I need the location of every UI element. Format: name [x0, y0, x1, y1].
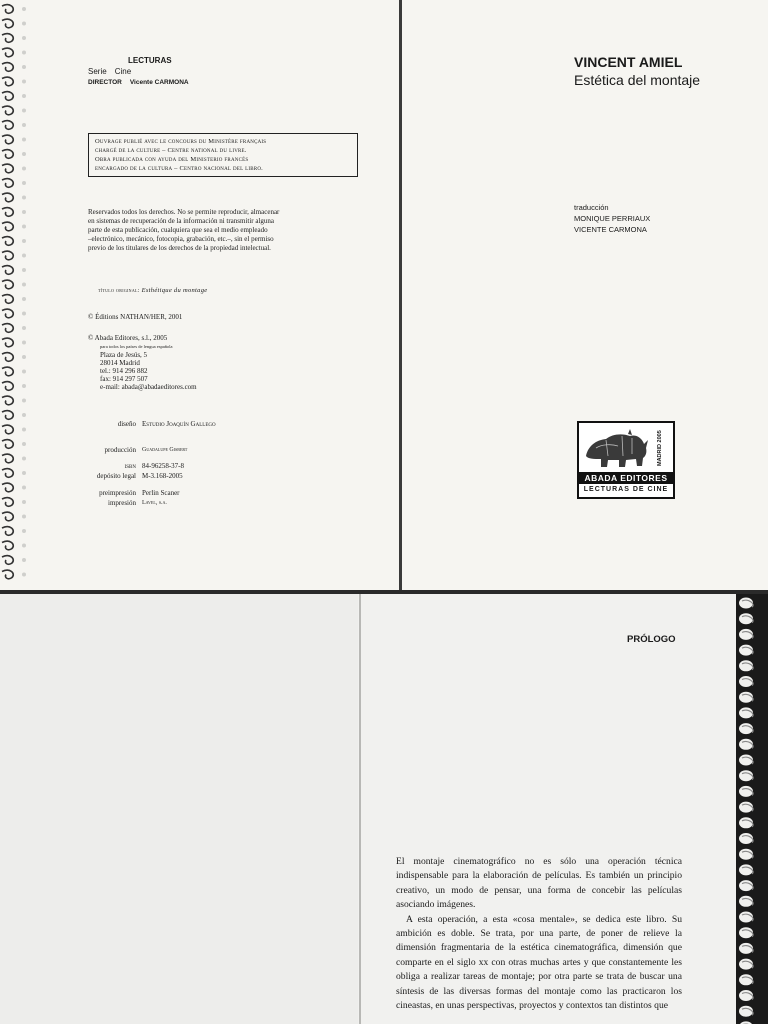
translator-name: VICENTE CARMONA — [574, 225, 647, 234]
spiral-coil — [2, 527, 13, 536]
rights-line: Reservados todos los derechos. No se permite reproducir, almacenar — [88, 208, 280, 216]
spiral-coil — [2, 208, 13, 217]
spiral-coil — [2, 63, 13, 72]
spiral-coil — [2, 469, 13, 478]
punch-hole — [739, 1006, 753, 1017]
punch-hole — [739, 943, 753, 954]
punch-hole — [739, 755, 753, 766]
paragraph: A esta operación, a esta «cosa mentale», se dedica este libro. Su ambición es doble. Se trata, por una parte, de poner de relieve la dimensión fragmentaria de la estética cinematográfica, dimensión que comparte en el siglo xx con otras muchas artes y que constantemente les obliga a realizar tareas de montaje; por otra parte se trata de buscar una síntesis de las diversas formas del montaje como las practicaron los cineastas, en unas perspectivas, proyectos y contextos tan distintos que — [396, 913, 682, 1012]
punch-hole — [22, 22, 26, 26]
director-value: Vicente CARMONA — [129, 79, 189, 86]
punch-hole — [22, 355, 26, 359]
punch-hole — [22, 384, 26, 388]
punch-hole — [739, 817, 753, 828]
punch-hole — [22, 181, 26, 185]
punch-hole — [739, 802, 753, 813]
spiral-coil — [2, 570, 13, 579]
spiral-coil — [2, 280, 13, 289]
punch-hole — [22, 94, 26, 98]
punch-hole — [22, 65, 26, 69]
credit-label: impresión — [108, 499, 136, 507]
address-email: e-mail: abada@abadaeditores.com — [100, 383, 197, 391]
punch-hole — [22, 558, 26, 562]
punch-hole — [22, 109, 26, 113]
spiral-coil — [2, 19, 13, 28]
punch-hole — [739, 613, 753, 624]
credit-value: Lavel, s.a. — [142, 500, 167, 506]
punch-hole — [739, 974, 753, 985]
paragraph: El montaje cinematográfico no es sólo una operación técnica indispensable para la elaboración de películas. Es también un principio creativo, un modo de pensar, una forma de concebir las películas asociando imágenes. — [396, 856, 682, 911]
spiral-coil — [2, 150, 13, 159]
credit-value: 84-96258-37-8 — [142, 462, 184, 470]
punch-hole — [739, 692, 753, 703]
punch-hole — [739, 739, 753, 750]
credit-value: M-3.168-2005 — [142, 472, 183, 480]
credit-row — [70, 420, 216, 429]
credit-label: producción — [104, 446, 136, 454]
punch-hole — [22, 312, 26, 316]
rhinoceros-icon — [582, 426, 652, 470]
blank-page — [0, 594, 358, 1024]
serie-label: Serie — [88, 67, 107, 76]
copyright-nathan: © Éditions NATHAN/HER, 2001 — [88, 313, 183, 321]
spiral-binding-right — [736, 594, 768, 1024]
credit-row — [70, 472, 183, 481]
copyright-page — [38, 0, 398, 590]
punch-hole — [22, 152, 26, 156]
punch-hole — [739, 990, 753, 1001]
logo-subline: LECTURAS DE CINE — [583, 486, 669, 493]
spiral-coil — [2, 135, 13, 144]
rights-line: en sistemas de recuperación de la información ni transmitir alguna — [88, 217, 275, 225]
spiral-coil — [2, 382, 13, 391]
punch-hole — [22, 80, 26, 84]
spiral-coil — [2, 338, 13, 347]
credit-value: Estudio Joaquín Gallego — [142, 420, 216, 428]
spiral-coil — [2, 512, 13, 521]
credit-row — [70, 462, 184, 471]
punch-hole — [739, 676, 753, 687]
spiral-coil — [2, 541, 13, 550]
credit-value: Perlin Scaner — [142, 489, 180, 497]
notice-line: encargado de la cultura – Centro nacional del libro. — [95, 165, 263, 172]
credit-label: depósito legal — [96, 472, 136, 480]
serie-value: Cine — [114, 67, 132, 76]
publisher-logo — [577, 421, 675, 499]
logo-brand: ABADA EDITORES — [579, 472, 673, 484]
translation-label: traducción — [574, 203, 609, 212]
bottom-spread — [0, 594, 768, 1024]
punch-hole — [739, 927, 753, 938]
punch-hole — [22, 123, 26, 127]
rights-line: –electrónico, mecánico, fotocopia, grabación, etc.–, sin el permiso — [88, 235, 274, 243]
address-fax: fax: 914 297 507 — [100, 375, 148, 383]
spiral-coil — [2, 237, 13, 246]
center-gutter-bottom — [359, 594, 361, 1024]
section-heading: PRÓLOGO — [627, 634, 676, 645]
credit-row — [70, 499, 167, 508]
spiral-binding-left — [0, 0, 36, 590]
rights-line: previo de los titulares de los derechos de la propiedad intelectual. — [88, 244, 271, 252]
spiral-coil — [2, 483, 13, 492]
spiral-coil — [2, 5, 13, 14]
punch-hole — [22, 341, 26, 345]
original-title-label: título original: — [98, 288, 140, 294]
punch-hole — [22, 268, 26, 272]
translator-name: MONIQUE PERRIAUX — [574, 214, 651, 223]
punch-hole — [739, 912, 753, 923]
punch-hole — [22, 428, 26, 432]
spiral-coil — [2, 121, 13, 130]
punch-hole — [22, 486, 26, 490]
spiral-coil — [2, 92, 13, 101]
punch-hole — [22, 370, 26, 374]
punch-hole — [22, 138, 26, 142]
spiral-coil — [2, 106, 13, 115]
punch-hole — [22, 413, 26, 417]
spiral-coil — [2, 425, 13, 434]
punch-hole — [739, 645, 753, 656]
spiral-coil — [2, 454, 13, 463]
punch-hole — [22, 167, 26, 171]
copyright-abada: © Abada Editores, s.l., 2005 — [88, 334, 168, 342]
punch-hole — [22, 500, 26, 504]
punch-hole — [739, 959, 753, 970]
spiral-coil — [2, 556, 13, 565]
spiral-coil — [2, 396, 13, 405]
punch-hole — [22, 471, 26, 475]
punch-hole — [22, 196, 26, 200]
punch-hole — [739, 880, 753, 891]
rights-statement — [88, 208, 358, 253]
punch-hole — [22, 225, 26, 229]
punch-hole — [22, 573, 26, 577]
spiral-coil — [2, 266, 13, 275]
punch-hole — [739, 770, 753, 781]
spiral-coil — [2, 309, 13, 318]
punch-hole — [22, 399, 26, 403]
punch-hole — [22, 297, 26, 301]
punch-hole — [22, 51, 26, 55]
spiral-coil — [2, 77, 13, 86]
author-name: VINCENT AMIEL — [574, 54, 683, 70]
punch-hole — [22, 36, 26, 40]
spiral-coil — [2, 251, 13, 260]
punch-hole — [22, 210, 26, 214]
punch-hole — [22, 283, 26, 287]
punch-hole — [739, 707, 753, 718]
punch-hole — [739, 896, 753, 907]
address-tel: tel.: 914 296 882 — [100, 367, 148, 375]
director-row — [88, 77, 189, 88]
punch-hole — [739, 833, 753, 844]
punch-hole — [739, 786, 753, 797]
punch-hole — [22, 254, 26, 258]
spiral-coil — [2, 179, 13, 188]
punch-hole — [22, 7, 26, 11]
punch-hole — [739, 660, 753, 671]
punch-hole — [739, 864, 753, 875]
notice-line: Obra publicada con ayuda del Ministerio francés — [95, 156, 249, 163]
spiral-coil — [2, 324, 13, 333]
credit-label: isbn — [124, 462, 136, 470]
punch-hole — [22, 544, 26, 548]
spiral-coil — [2, 222, 13, 231]
translation-credits — [574, 202, 650, 235]
credit-row — [70, 446, 187, 455]
punch-hole — [22, 239, 26, 243]
spiral-coil — [2, 367, 13, 376]
title-page — [402, 0, 768, 590]
notice-line: chargé de la culture – Centre national du livre. — [95, 147, 247, 154]
notice-line: Ouvrage publié avec le concours du Ministère français — [95, 138, 267, 145]
punch-hole — [22, 442, 26, 446]
punch-hole — [739, 629, 753, 640]
spiral-coil — [2, 164, 13, 173]
spiral-coil — [2, 193, 13, 202]
punch-hole — [739, 598, 753, 609]
address-city: 28014 Madrid — [100, 359, 140, 367]
punch-hole — [22, 457, 26, 461]
spiral-coil — [2, 34, 13, 43]
credit-row — [70, 489, 180, 498]
director-label: DIRECTOR — [88, 79, 122, 86]
punch-hole — [739, 723, 753, 734]
credit-value: Guadalupe Gisbert — [142, 447, 188, 453]
abada-note: para todos los países de lengua española — [100, 344, 173, 349]
original-title-value: Esthétique du montage — [141, 287, 208, 294]
spiral-coil — [2, 411, 13, 420]
series-block — [88, 55, 189, 88]
punch-hole — [22, 529, 26, 533]
spiral-coil — [2, 295, 13, 304]
prologo-body — [396, 855, 682, 1013]
spiral-coil — [2, 353, 13, 362]
address-street: Plaza de Jesús, 5 — [100, 351, 148, 359]
spiral-coil — [2, 48, 13, 57]
credit-label: preimpresión — [99, 489, 136, 497]
prologo-page — [362, 594, 734, 1024]
funding-notice — [88, 133, 358, 177]
spiral-coil — [2, 498, 13, 507]
punch-hole — [739, 849, 753, 860]
spiral-coil — [2, 440, 13, 449]
rights-line: parte de esta publicación, cualquiera que sea el medio empleado — [88, 226, 268, 234]
credit-label: diseño — [117, 420, 136, 428]
punch-hole — [22, 326, 26, 330]
serie-row — [88, 66, 189, 77]
logo-side-text: MADRID 2005 — [657, 430, 663, 466]
original-title — [98, 287, 207, 294]
punch-hole — [22, 515, 26, 519]
book-title: Estética del montaje — [574, 72, 701, 88]
collection-name: LECTURAS — [128, 56, 172, 65]
